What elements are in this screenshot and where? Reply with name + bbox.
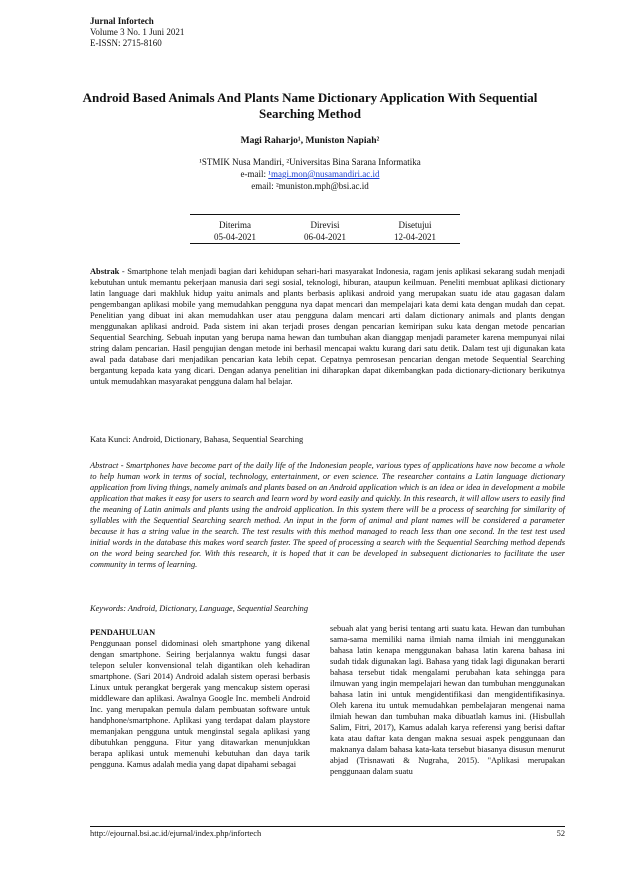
- abstract-paragraph: Abstract - Smartphones have become part of the daily life of the Indonesian people, various types of applications have now become a whole to help human work in terms of social, technology, entertainment, or even science. The researcher contains a Latin language dictionary application from living things, namely animals and plants based on an Android application which is an idea or idea in development a mobile application that makes it easy for users to search and learn word by word easily and quickly. In this research, it will allow users to easily find the meaning of Latin animals and plants using the android application. In this system there will be a process of searching for similarity of syllables with the Sequential Searching search method. An input in the form of animal and plant names will be considered a parameter because it has a string value in the search. The test results with this method managed to reach less than one second. In the test test used initial words in the database this makes word search faster. The speed of processing a search with the Sequential Searching method depends on the word being searched for. With this research, it is hoped that it can be developed in subsequent dictionaries to facilitate the user community in terms of learning.: [90, 461, 565, 569]
- revised-label: Direvisi: [310, 220, 340, 230]
- revised-date: [280, 219, 370, 244]
- email-prefix: e-mail:: [240, 169, 269, 179]
- accepted-label: Disetujui: [398, 220, 432, 230]
- received-date: [190, 219, 280, 244]
- body-column-right: sebuah alat yang berisi tentang arti suatu kata. Hewan dan tumbuhan sama-sama memiliki nama ilmiah nama ilmiah ini menggunakan bahasa latin kenapa menggunakan bahasa latin karena bahasa ini sudah tidak digunakan lagi. Bahasa yang tidak lagi digunakan berarti bahasa tersebut tidak mengalami perubahan kata sehingga para ilmuwan yang ingin mempelajari hewan dan tumbuhan menggunakan bahasa latin ini untuk mengidentifikasi dan mengidentifikasinya. Oleh karena itu untuk memudahkan pembelajaran mengenai nama ilmiah hewan dan tumbuhan maka dibuatlah kamus ini. (Hisbullah Salim, Fitri, 2017), Kamus adalah karya referensi yang berisi daftar kata atau daftar kata dengan makna sesuai aspek penggunaan dan maknanya dalam bahasa kata-kata tersebut biasanya disusun menurut abjad (Trisnawati & Nugraha, 2015). "Aplikasi merupakan penggunaan dalam suatu: [330, 624, 565, 776]
- abstrak-label: Abstrak: [90, 267, 120, 276]
- footer-url[interactable]: http://ejournal.bsi.ac.id/ejurnal/index.php/infortech: [90, 829, 262, 838]
- footer-divider: [90, 826, 565, 827]
- journal-name: Jurnal Infortech: [90, 16, 154, 26]
- accepted-date: [370, 219, 460, 244]
- journal-volume: Volume 3 No. 1 Juni 2021: [90, 27, 185, 37]
- submission-dates: [190, 214, 460, 242]
- body-column-left: [90, 627, 310, 770]
- email-link[interactable]: ¹magi.mon@nusamandiri.ac.id: [268, 169, 380, 179]
- abstrak-paragraph: [90, 266, 565, 387]
- journal-issn: E-ISSN: 2715-8160: [90, 38, 162, 48]
- received-value: 05-04-2021: [190, 231, 280, 244]
- abstrak-text: - Smartphone telah menjadi bagian dari kehidupan sehari-hari masyarakat Indonesia, ragam jenis aplikasi sekarang sudah menjadi kebutuhan untuk memantu pekerjaan manusia dari segi sosial, teknologi, hiburan, ataupun keilmuan. Peneliti membuat aplikasi dictionary latin language dari makhluk hidup yaitu animals and plants berbasis aplikasi android yang merupakan suatu ide atau gagasan dalam pengembangan aplikasi mobile yang memudahkan pengguna nya dapat mencari dan mempelajari kata demi kata dengan mudah dan cepat. Penelitian yang dibuat ini akan memudahkan user atau pengguna dalam mencari arti dalam dictionary animals and plants dengan menggunakan aplikasi android. Pada sistem ini akan terjadi proses dengan pencarian kemiripan suku kata dengan metode pencarian Sequential Searching. Sebuah inputan yang berupa nama hewan dan tumbuhan akan dianggap menjadi parameter karena mempunyai nilai string dalam pencarian. Hasil pengujian dengan metode ini berhasil mencapai waktu kurang dari satu detik. Dalam test uji digunakan kata awal pada database dari menjadikan pencarian kata lebih cepat. Cepatnya pemrosesan pencarian dengan metode Sequential Searching bergantung kepada kata yang dicari. Dengan adanya penelitian ini diharapkan dapat dikembangkan pada dictionary-dictionary berikutnya untuk memudahkan masyarakat pengguna dalam hal belajar.: [90, 267, 565, 386]
- page-number: 52: [556, 829, 565, 838]
- revised-value: 06-04-2021: [280, 231, 370, 244]
- affiliations: [70, 156, 550, 192]
- kata-kunci: Kata Kunci: Android, Dictionary, Bahasa, Sequential Searching: [90, 435, 304, 444]
- left-column-text: Penggunaan ponsel didominasi oleh smartphone yang dikenal dengan smartphone. Seiring berjalannya waktu fungsi dasar telepon seluler konvensional telah digantikan oleh kehadiran smartphone. (Sari 2014) Android adalah sistem operasi berbasis Linux untuk perangkat bergerak yang mencakup sistem operasi middleware dan aplikasi. Awalnya Google Inc. membeli Android Inc. yang merupakan pemula dalam pembuatan software untuk handphone/smartphone. Aplikasi yang terdapat dalam playstore memanjakan pengguna untuk menginstal segala aplikasi yang dibutuhkan pengguna. Fitur yang ditawarkan menunjukkan berapa aplikasi untuk memenuhi kebutuhan dan daya tarik pengguna. Kamus adalah media yang dapat dipahami sebagai: [90, 639, 310, 769]
- journal-header: [90, 16, 184, 49]
- affiliation-line: ¹STMIK Nusa Mandiri, ²Universitas Bina Sarana Informatika: [199, 157, 421, 167]
- email-line-2: email: ²muniston.mph@bsi.ac.id: [251, 181, 369, 191]
- accepted-value: 12-04-2021: [370, 231, 460, 244]
- paper-title: Android Based Animals And Plants Name Dictionary Application With Sequential Searching Method: [82, 90, 538, 121]
- email-line-1: [70, 168, 550, 180]
- section-heading: PENDAHULUAN: [90, 628, 156, 637]
- paper-authors: Magi Raharjo¹, Muniston Napiah²: [240, 136, 380, 146]
- keywords: Keywords: Android, Dictionary, Language, Sequential Searching: [90, 604, 309, 613]
- received-label: Diterima: [219, 220, 251, 230]
